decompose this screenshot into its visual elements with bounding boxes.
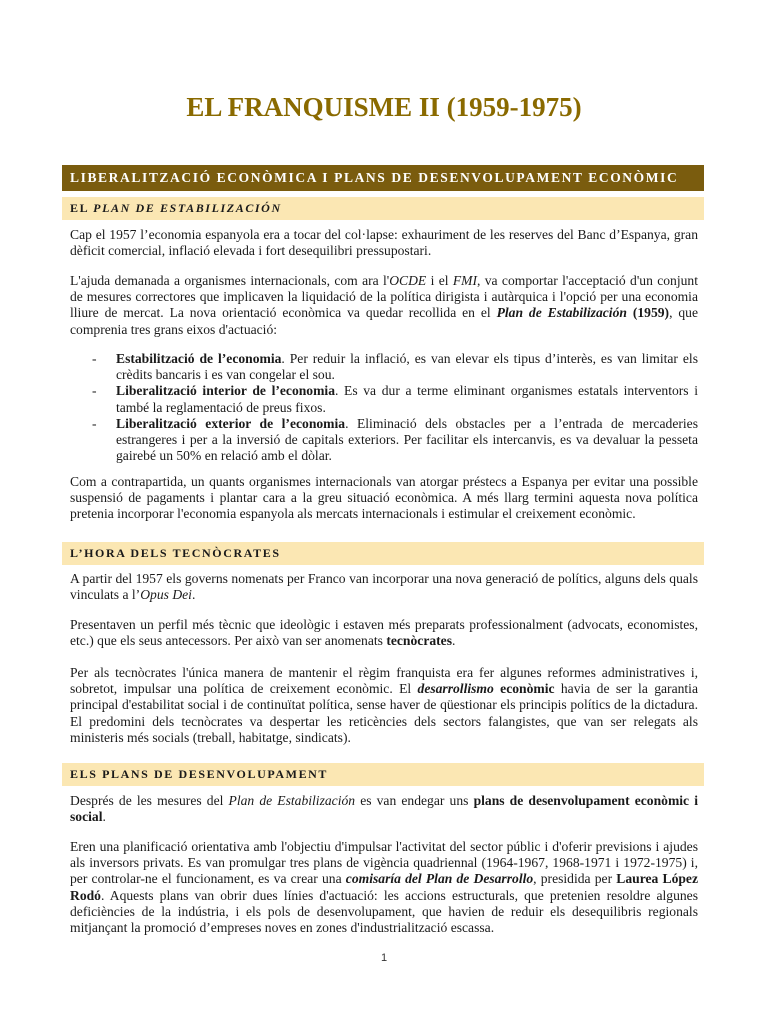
measures-list bbox=[70, 351, 698, 464]
section-heading: LIBERALITZACIÓ ECONÒMICA I PLANS DE DESENVOLUPAMENT ECONÒMIC bbox=[62, 165, 704, 191]
list-item: - Estabilització de l’economia. Per reduir la inflació, es van elevar els tipus d’interès, es van limitar els crèdits bancaris i es van congelar el sou. bbox=[92, 351, 698, 383]
paragraph-opus-dei: A partir del 1957 els governs nomenats per Franco van incorporar una nova generació de polítics, alguns dels quals vinculats a l’Opus Dei. bbox=[70, 571, 698, 603]
subsection-prefix: EL bbox=[70, 201, 94, 215]
paragraph-aid: L'ajuda demanada a organismes internacionals, com ara l'OCDE i el FMI, va comportar l'acceptació d'un conjunt de mesures correctores que implicaven la liquidació de la política dirigista i autàrquica i l'opció per una economia lliure de mercat. La nova orientació econòmica va quedar recollida en el Plan de Estabilización (1959), que comprenia tres grans eixos d'actuació: bbox=[70, 273, 699, 337]
paragraph-desarrollismo: Per als tecnòcrates l'única manera de mantenir el règim franquista era fer algunes reformes administratives i, sobretot, impulsar una política de creixement econòmic. El desarrollismo econòmic havia de ser la garantia principal d'estabilitat social i de continuïtat política, sense haver de qüestionar els principis polítics de la dictadura. El predomini dels tecnòcrates va despertar les reticències dels sectors falangistes, que van ser relegats als ministeris més socials (treball, habitatge, sindicats). bbox=[70, 665, 698, 745]
paragraph-collapse: Cap el 1957 l’economia espanyola era a tocar del col·lapse: exhauriment de les reserves del Banc d’Espanya, gran dèficit comercial, inflació elevada i fort desequilibri pressupostari. bbox=[70, 227, 698, 259]
paragraph-profile: Presentaven un perfil més tècnic que ideològic i estaven més preparats professionalment (advocats, economistes, etc.) que els seus antecessors. Per això van ser anomenats tecnòcrates. bbox=[70, 617, 698, 649]
paragraph-counterpart: Com a contrapartida, un quants organismes internacionals van atorgar préstecs a Espanya per evitar una possible suspensió de pagaments i plantar cara a la greu situació econòmica. A més llarg termini aquesta nova política pretenia incorporar l'economia espanyola als mercats internacionals i estimular el creixement econòmic. bbox=[70, 474, 698, 522]
list-item: - Liberalització exterior de l’economia. Eliminació dels obstacles per a l’entrada de mercaderies estrangeres i per a la inversió de capitals exteriors. Per facilitar els intercanvis, es va devaluar la pesseta gairebé un 50% en relació amb el dòlar. bbox=[92, 415, 698, 464]
subsection-heading-plans: ELS PLANS DE DESENVOLUPAMENT bbox=[62, 763, 704, 786]
list-item: - Liberalització interior de l’economia. Es va dur a terme eliminant organismes estatals interventors i també la reglamentació de preus fixos. bbox=[92, 383, 698, 415]
subsection-italic: PLAN DE ESTABILIZACIÓN bbox=[93, 201, 282, 215]
paragraph-planning: Eren una planificació orientativa amb l'objectiu d'impulsar l'activitat del sector públic i d'oferir previsions i ajudes als inversors privats. Es van promulgar tres plans de vigència quadriennal (1964-1967, 1968-1971 i 1972-1975) i, per controlar-ne el funcionament, es va crear una comisaría del Plan de Desarrollo, presidida per Laurea López Rodó. Aquests plans van obrir dues línies d'actuació: les accions estructurals, que pretenien resoldre algunes deficiències de la indústria, i els pols de desenvolupament, que havien de reduir els desequilibris regionals mitjançant la promoció d’empreses noves en zones d'industrialització escassa. bbox=[70, 839, 698, 936]
subsection-heading-technocrats: L’HORA DELS TECNÒCRATES bbox=[62, 542, 704, 565]
paragraph-plans-intro: Després de les mesures del Plan de Estabilización es van endegar uns plans de desenvolupament econòmic i social. bbox=[70, 793, 698, 825]
document-title: EL FRANQUISME II (1959-1975) bbox=[186, 92, 582, 122]
page-number: 1 bbox=[380, 952, 388, 964]
subsection-heading-plan bbox=[62, 197, 704, 220]
